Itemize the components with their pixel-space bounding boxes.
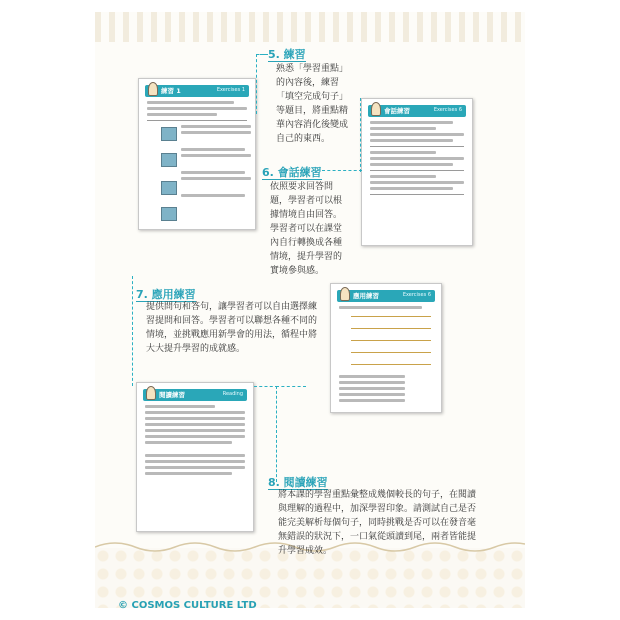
connector-line — [256, 54, 268, 55]
thumbnail-header: 練習 1 Exercises 1 — [145, 85, 249, 97]
connector-line — [256, 54, 266, 114]
copyright-footer: © COSMOS CULTURE LTD — [118, 600, 257, 611]
thumbnail-header: 會話練習 Exercises 6 — [368, 105, 466, 117]
section-8-body: 將本課的學習重點彙整成幾個較長的句子，在閱讀 與理解的過程中，加深學習印象。請測試自己是否 能完美解析每個句子，同時挑戰是否可以在發音毫 無錯誤的狀況下，一口氣從頭讀到尾，兩者皆能提 升學習成效。 — [278, 490, 477, 556]
section-6-body: 依照要求回答問 題，學習者可以根 據情境自由回答。 學習者可以在課堂 內自行轉換成各種 情境，提升學習的 實境參與感。 — [270, 182, 343, 276]
top-decoration — [95, 12, 525, 42]
thumbnail-conversation — [361, 98, 473, 246]
character-icon — [148, 82, 158, 96]
character-icon — [340, 287, 350, 301]
illustration-icon — [161, 181, 177, 195]
section-5-body: 熟悉「學習重點」 的內容後，練習 「填空完成句子」 等題目，將重點精 華內容消化後變成 自己的東西。 — [276, 64, 349, 144]
illustration-icon — [161, 127, 177, 141]
section-7-body: 提供問句和答句，讓學習者可以自由選擇練 習提問和回答。學習者可以聯想各種不同的 情境，並挑戰應用新學會的用法，循程中將 大大提升學習的成就感。 — [146, 302, 318, 354]
thumbnail-application — [330, 283, 442, 413]
section-7-title: 7. 應用練習 — [136, 288, 196, 301]
thumbnail-exercise-1 — [138, 78, 256, 230]
section-8-title: 8. 閱讀練習 — [268, 476, 328, 489]
thumbnail-reading — [136, 382, 254, 532]
connector-line — [360, 98, 361, 172]
section-5-title: 5. 練習 — [268, 48, 306, 61]
thumbnail-header: 閱讀練習 Reading — [143, 389, 247, 401]
character-icon — [146, 386, 156, 400]
connector-line — [276, 386, 306, 482]
section-6-title: 6. 會話練習 — [262, 166, 322, 179]
connector-line — [254, 386, 278, 387]
character-icon — [371, 102, 381, 116]
illustration-icon — [161, 153, 177, 167]
thumbnail-header: 應用練習 Exercises 6 — [337, 290, 435, 302]
illustration-icon — [161, 207, 177, 221]
